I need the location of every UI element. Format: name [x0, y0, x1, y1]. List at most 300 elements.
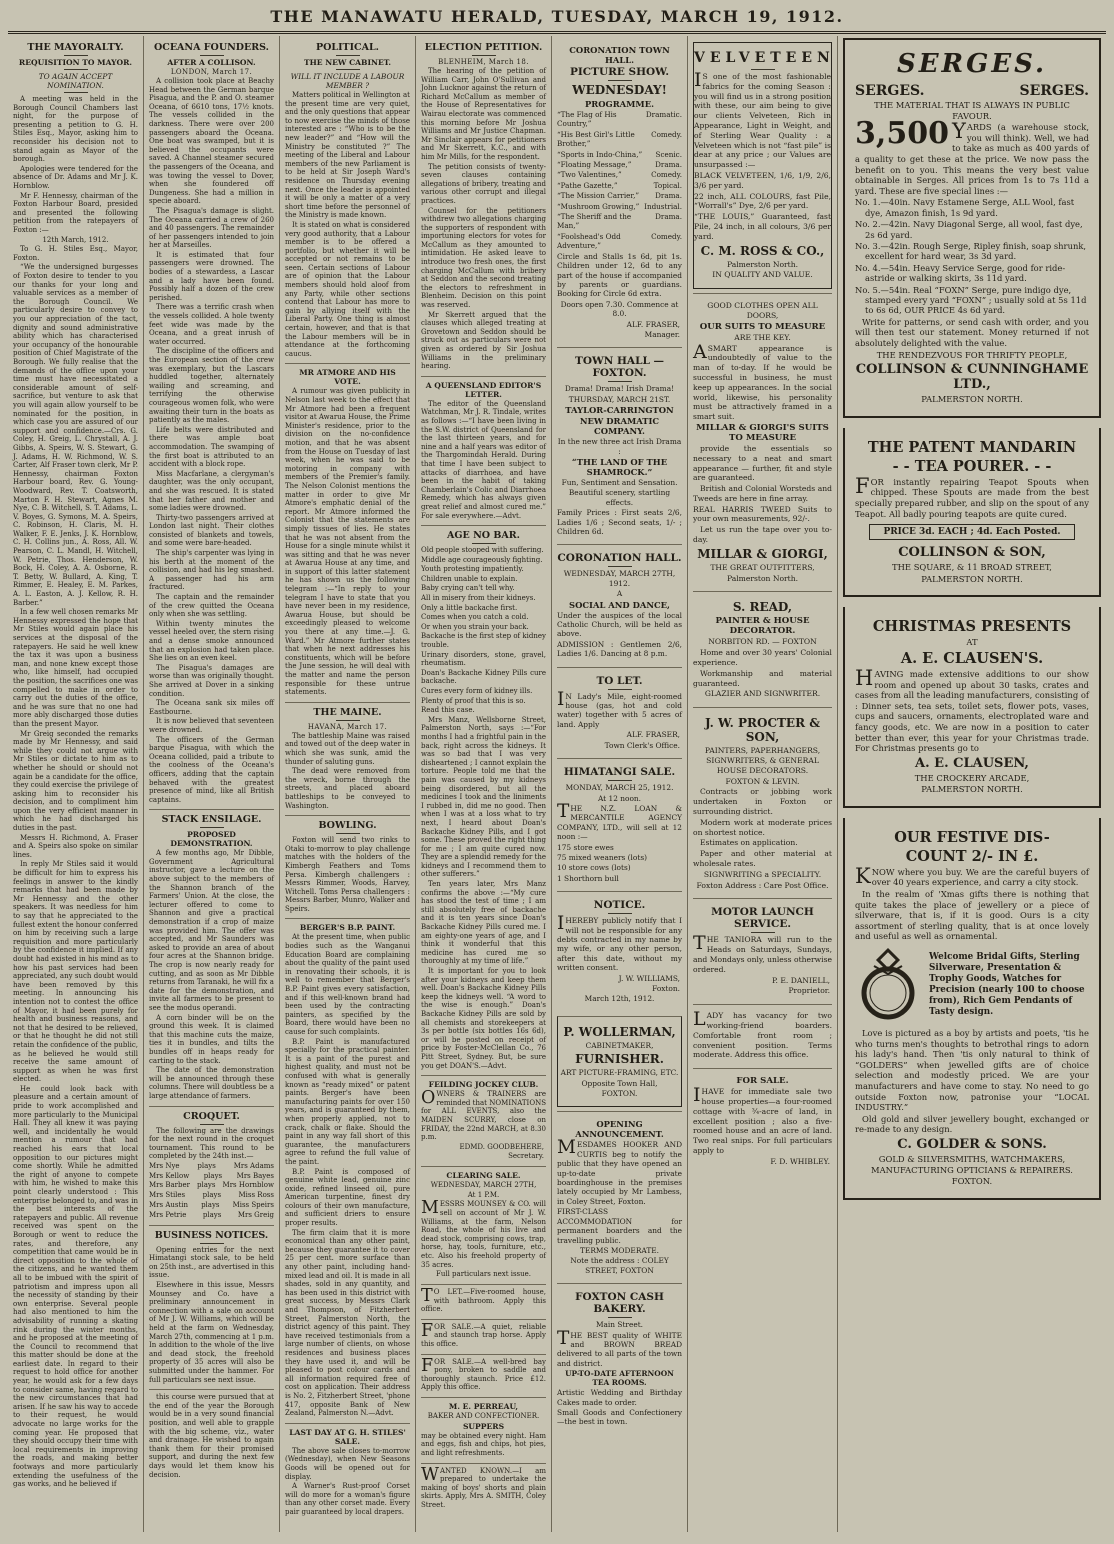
opening-announcement-pc-4: Note the address : COLEY STREET, FOXTON — [570, 1256, 669, 1275]
velveteen-pd-2: IS one of the most fashionable fabrics for the coming Season : you will find us in a strong position with these, our aim being to give our clients Velveteen, Rich in Appearance, Light in Weight, and of Sterling Wear Quality : a Velveteen which is not “fast pile” is dear at any price ; our Values are unsurpassed :— — [694, 69, 831, 170]
business-notices-h1-0: BUSINESS NOTICES. — [149, 1230, 274, 1244]
picture-show-row-5 — [557, 130, 682, 149]
serges-row-1 — [855, 83, 1089, 99]
article-tea-pourer — [843, 428, 1101, 598]
the-mayoralty-p-5: A meeting was held in the Borough Council Chambers last night, for the purpose of presenting a petition to G. H. Stiles Esq., Mayor, asking him to reconsider his decision not to stand again as Mayor of the borough. — [13, 95, 138, 164]
foxton-cash-bakery-pd-2: THE BEST quality of WHITE and BROWN BREAD delivered to all parts of the town and district. — [557, 1327, 682, 1368]
row-right: Comedy. — [651, 231, 682, 241]
festive-discount-pc-9: FOXTON. — [951, 1176, 993, 1187]
millar-giorgi-h2-1: OUR SUITS TO MEASURE — [699, 321, 826, 332]
town-hall-drama-h2-3: TAYLOR-CARRINGTON — [565, 405, 674, 416]
row-left: “Floating Message,” — [557, 160, 632, 170]
article-millar-giorgi — [693, 293, 832, 591]
divider-rule — [64, 69, 88, 70]
wollerman-pc-3: ART PICTURE-FRAMING, ETC. — [560, 1068, 679, 1078]
age-no-bar-p-16: Mrs Manz, Wellsborne Street, Palmerston North, says :—“For months I had a frightful pain in the back, right across the kidneys. It was so bad that I was very disheartened ; I cannot explain the torture. People told me that the pain was caused by my kidneys being disordered, but all the medicines I took and the liniments I rubbed in, did me no good. Then when I was at a loss what to try next, I heard about Doan's Backache Kidney Pills, and I got some. These proved the right thing for me ; I am quite cured now. They are a splendid remedy for the kidneys and I recommend them to other sufferers.” — [421, 715, 547, 879]
divider-rule — [64, 92, 88, 93]
row-left: Mrs Nye — [149, 1161, 180, 1170]
age-no-bar-p0-7: Only a little backache first. — [421, 603, 518, 612]
social-and-dance-pc-2: A — [616, 589, 623, 599]
procter-son-pc-8: Foxton Address : Care Post Office. — [696, 880, 829, 890]
picture-show-row-10 — [557, 191, 682, 200]
festive-discount-big-7: C. GOLDER & SONS. — [897, 1136, 1047, 1152]
feilding-jockey-club-pr-3: Secretary. — [508, 1152, 544, 1161]
oceana-founders-p-4: The Pisagua's damage is slight. The Oceana carried a crew of 260 and 40 passengers. The remainder of her passengers intended to join her at Marseilles. — [149, 206, 274, 250]
oceana-founders-p-16: It is now believed that seventeen were drowned. — [149, 717, 274, 734]
age-no-bar-p0-3: Youth protesting impatiently. — [421, 565, 524, 574]
article-stack-ensilage — [149, 809, 274, 1105]
row-left: “Mushroom Growing,” — [557, 201, 640, 211]
age-no-bar-p0-5: Baby crying can't tell why. — [421, 584, 515, 593]
opening-announcement-p0-2: FIRST-CLASS ACCOMMODATION for permanent boarders and the travelling public. — [557, 1207, 682, 1245]
picture-show-pr-17: Manager. — [644, 329, 680, 339]
procter-son-pc-7: SIGNWRITING a SPECIALITY. — [703, 869, 822, 879]
opening-announcement-pd-1: MESDAMES HOOKER AND CURTIS beg to notify the public that they have opened an up-to-date private boardinghouse in the premises lately occupied by Mr Lambess, in Coley Street, Foxton. — [557, 1137, 682, 1206]
tea-pourer-h1-1: - - TEA POURER. - - — [892, 457, 1052, 475]
mr-atmore-and-his-vote-h2-0: MR ATMORE AND HIS VOTE. — [299, 368, 396, 387]
political-h1-0: POLITICAL. — [285, 42, 410, 56]
article-to-let-ladys-mile — [557, 667, 682, 758]
article-for-sale-whibley — [693, 1068, 832, 1174]
the-mayoralty-p-14: In reply Mr Stiles said it would be difficult for him to express his feelings in answer to the kindly remarks that had been made by Mr Hennessy and the other speakers. It was needless for him to say that he appreciated to the fullest extent the honour conferred on him by receiving such a large requisition and more particularly by the confidence it implied. If any doubt had existed in his mind as to how his past services had been appreciated, any such doubt would have been removed by this meeting. In announcing his intention not to contest the office of Mayor, it had been purely for health and business reasons, and not that he desired to be relieved, or that he thought he did not still retain the confidence of the public, as he believed he would still receive the same amount of support as when he was first elected. — [13, 860, 138, 1084]
article-mr-atmore-and-his-vote — [285, 363, 410, 701]
article-clearing-sale — [421, 1166, 546, 1284]
article-for-sale-horse — [421, 1319, 546, 1354]
row-right: Mrs Greig — [237, 1210, 274, 1219]
oceana-founders-p-9: Miss Macfarlane, a clergyman's daughter, was the only occupant, and she was rescued. It is stated that her father and mother and some ladies were drowned. — [149, 469, 274, 513]
article-election-petition — [421, 38, 546, 376]
millar-giorgi-pc-2: ARE THE KEY. — [734, 332, 791, 342]
age-no-bar-p0-6: All in misery from their kidneys. — [421, 594, 536, 603]
oceana-founders-p-6: There was a terrific crash when the vessels collided. A hole twenty feet wide was made by the Oceana, and a great inrush of water occurred. — [149, 303, 274, 346]
mr-atmore-and-his-vote-p-1: A rumour was given publicity in Nelson last week to the effect that Mr Atmore had been a frequent visitor at Awarua House, the Prime Minister's residence, prior to the division on the no-confidence motion, and that he was absent from the House on Tuesday of last week, when he was said to be motoring in company with members of the Premier's family. The Nelson Colonist mentions the matter in order to give Mr Atmore's emphatic denial of the report. Mr Atmore informed the Colonist that the statements are simply tissues of lies. He states that he was not absent from the House for a single minute whilst it was sitting and that he was never at Awarua House at any time, and in support of this latter statement he has shown us the following telegram :—“In reply to your telegram I have to state that you have never been in my residence, Awarua House, but should be exceedingly pleased to welcome you there at any time.—J. G. Ward.” Mr Atmore further states that when he next addresses his constituents, which will be before the June session, he will deal with the matter and name the person responsible for these untrue statements. — [285, 387, 410, 697]
perreau-suppers-h2-2: SUPPERS — [462, 1421, 505, 1431]
row-left: “Foolshead's Odd Adventure,” — [557, 231, 621, 251]
foxton-cash-bakery-pc-1: Main Street. — [595, 1320, 644, 1330]
wollerman-pc-1: CABINETMAKER, — [585, 1040, 654, 1050]
row-left: Mrs Barber — [149, 1181, 190, 1190]
row-right: Industrial. — [644, 201, 682, 211]
feilding-jockey-club-pd-1: OWNERS & TRAINERS are reminded that NOMINATIONS for ALL EVENTS, also the MAIDEN SCURRY, close on FRIDAY, the 22nd MARCH, at 8.30 p.m. — [421, 1088, 546, 1142]
velveteen-big-6: C. M. ROSS & CO., — [700, 243, 825, 258]
picture-show-row-9 — [557, 181, 682, 190]
stack-ensilage-p-2: A few months ago, Mr Dibble, Government Agricultural instructor, gave a lecture on the above subject to the members of the Shannon branch of the Farmers' Union. At the close, the lecturer offered to come to Shannon and give a practical demonstration if a crop of maize was provided him. The offer was accepted, and Mr Saunders was asked to provide an area of about four acres at the Shannon bridge. The crop is now nearly ready for cutting, and as soon as Mr Dibble returns from Taranaki, he will fix a date for the demonstration, and invite all farmers to be present to see the modus operandi. — [149, 849, 274, 1012]
age-no-bar-p0-14: Plenty of proof that this is so. — [421, 696, 526, 705]
oceana-founders-dl-2: LONDON, March 17. — [170, 68, 253, 76]
column-6 — [688, 36, 838, 1532]
festive-discount-p-3: In the realm of 'Xmas gifts there is nothing that quite takes the place of jewellery or a piece of silverware, that is, if it is good. Ours is a city assortment of sterling quality, that is at once lovely and useful as well as ornamental. — [855, 889, 1089, 942]
the-mayoralty-h2-1: REQUISITION TO MAYOR. — [18, 58, 133, 67]
clearing-sale-pc-4: Full particulars next issue. — [435, 1270, 532, 1279]
festive-discount-pd-2: KNOW where you buy. We are the careful buyers of over 40 years experience, and carry a city stock. — [855, 863, 1089, 888]
procter-son-p-3: Contracts or jobbing work undertaken in Foxton or surrounding district. — [693, 787, 832, 817]
velveteen-p0-5: “THE LOUIS,” Guaranteed, fast Pile, 24 inch, in all colours, 3/6 per yard. — [694, 212, 831, 241]
perreau-suppers-h2-0: M. E. PERREAU, — [448, 1401, 519, 1411]
row-left: “Two Valentines,” — [557, 170, 622, 180]
social-and-dance-p0-4: Under the auspices of the local Catholic Church, will be held as above. — [557, 610, 682, 639]
wollerman-big-0: P. WOLLERM​AN, — [563, 1024, 676, 1039]
ring-caption: Welcome Bridal Gifts, Sterling Silverware, Presentation & Trophy Goods, Watches for Precision (nearly 100 to choose from), Rich Gem Pendants of Tasty design. — [929, 952, 1085, 1018]
article-town-hall-drama — [557, 347, 682, 544]
article-opening-announcement — [557, 1111, 682, 1283]
article-picture-show — [557, 38, 682, 347]
election-petition-p-2: The hearing of the petition of William Carr, John O'Sullivan and John Lucknor against the return of Richard McCallum as member of the House of Representatives for Wairau electorate was commenced this morning before Mr Joshua Williams and Mr Justice Chapman. Mr Sinclair appears for petitioners and Mr Skerrett, K.C., and with him Mr Mills, for the respondent. — [421, 67, 546, 161]
tea-pourer-big-4: COLLINSON & SON, — [898, 545, 1046, 561]
row-right: Drama. — [655, 160, 682, 170]
serges-pd-3: 3,500 YARDS (a warehouse stock, you will think). Well, we had to take as much as 400 yards of a quality to get these at the price. We now pass the benefit on to you. This means the very best value obtainable in Serges. All prices from 1s to 7s 11d a yard. These are five special lines :— — [855, 116, 1089, 196]
bergers-bp-paint-p-1: At the present time, when public bodies such as the Wanganui Education Board are complaining about the quality of the paint used in renovating their schools, it is well to remember that Berger's B.P. Paint gives every satisfaction, and if this well-known brand had been used by the contracting painters, as specified by the Board, there would have been no cause for such complaints. — [285, 933, 410, 1036]
row-right: Drama. — [655, 212, 682, 222]
oceana-founders-p-11: The ship's carpenter was lying in his berth at the moment of the collision, and had his leg smashed. A passenger had his arm fractured. — [149, 549, 274, 592]
millar-giorgi-pc-11: Palmerston North. — [726, 573, 799, 583]
christmas-presents-big-4: A. E. CLAUSEN, — [915, 755, 1029, 771]
article-the-mayoralty — [13, 38, 138, 1494]
notice-williams-pd-1: IHEREBY publicly notify that I will not be responsible for any debts contracted in my name by my wife, or any other person, after this date, without my written consent. — [557, 913, 682, 973]
opening-announcement-pc-3: TERMS MODERATE. — [580, 1245, 659, 1255]
to-let-ladys-mile-pr-3: Town Clerk's Office. — [604, 740, 680, 750]
article-festive-discount — [843, 818, 1101, 1200]
for-sale-whibley-pr-2: F. D. WHIBLEY. — [770, 1156, 830, 1166]
christmas-presents-pc-6: PALMERSTON NORTH. — [921, 784, 1023, 795]
election-petition-p-5: Mr Skerrett argued that the clauses which alleged treating at Grovetown and Seddon should be struck out as particulars were not given as ordered by Sir Joshua Williams in the preliminary hearing. — [421, 310, 546, 371]
oceana-founders-p-8: Life belts were distributed and there was ample boat accommodation. The swamping of the first boat is attributed to an accident with a block rope. — [149, 425, 274, 469]
row-middle: plays — [202, 1191, 222, 1200]
oceana-founders-p-13: Within twenty minutes the vessel heeled over, the stern rising and a dense smoke announced that an explosion had taken place. She lies on an even keel. — [149, 619, 274, 663]
serges-pc-10: THE RENDEZVOUS FOR THRIFTY PEOPLE, — [876, 349, 1068, 360]
feilding-jockey-club-h2-0: FEILDING JOCKEY CLUB. — [428, 1080, 539, 1090]
bergers-bp-paint-h2-0: BERGER'S B.P. PAINT. — [299, 923, 396, 933]
christmas-presents-pc-1: AT — [966, 637, 978, 648]
the-maine-p-3: The dead were removed from the wreck, borne through the streets, and placed aboard battleships to be conveyed to Washington. — [285, 767, 410, 810]
foxton-cash-bakery-pcb-3: UP-TO-DATE AFTERNOON TEA ROOMS. — [565, 1369, 674, 1388]
himatangi-sale-pl-5: 75 mixed weaners (lots) — [557, 852, 648, 862]
the-mayoralty-pc-8: 12th March, 1912. — [42, 235, 109, 244]
town-hall-drama-h2-4: NEW DRAMATIC COMPANY. — [579, 416, 660, 437]
millar-giorgi-p0-7: REAL HARRIS TWEED Suits to your own measurements, 92/-. — [693, 504, 832, 524]
town-hall-drama-pc-1: Drama! Drama! Irish Drama! — [564, 384, 675, 394]
article-the-maine — [285, 702, 410, 815]
row-left: Mrs Stiles — [149, 1191, 186, 1200]
picture-show-row-6 — [557, 150, 682, 159]
column-1 — [8, 36, 144, 1532]
s-read-pc-5: GLAZIER AND SIGNWRITER. — [704, 689, 821, 699]
stiles-sale-p-1: The above sale closes to-morrow (Wednesday), when New Seasons Goods will be opened out for display. — [285, 1446, 410, 1481]
row-right: Scenic. — [655, 149, 682, 159]
picture-show-p0-14: Circle and Stalls 1s 6d, pit 1s. Children under 12, 6d to any part of the house if accompanied by parents or guardians. Booking for Circle 6d extra. — [557, 251, 682, 299]
the-mayoralty-p-9: To G. H. Stiles Esq., Mayor, Foxton. — [13, 245, 138, 262]
article-social-and-dance — [557, 544, 682, 666]
age-no-bar-p0-1: Old people stooped with suffering. — [421, 546, 544, 555]
column-3 — [280, 36, 416, 1532]
row-left: “His Best Girl's Little Brother,” — [557, 129, 635, 149]
for-sale-pony-pd-0: FOR SALE.—A well-bred bay pony, broken to saddle and thoroughly staunch. Price £12. Apply this office. — [421, 1355, 546, 1392]
velveteen-pc-8: IN QUALITY AND VALUE. — [712, 270, 813, 280]
to-let-ladys-mile-pd-1: IN Lady's Mile, eight-roomed house (gas, hot and cold water) together with 5 acres of land. Apply — [557, 688, 682, 729]
row-left: “The Sheriff and the Man,” — [557, 212, 632, 231]
foxton-cash-bakery-h1-0: FOXTON CASH BAKERY. — [557, 1291, 682, 1318]
the-mayoralty-p-10: “We the undersigned burgesses of Foxton desire to tender to you our thanks for your long and valuable services as a member of the Borough Council. We particularly desire to convey to you our appreciation of the tact, dignity and sound administrative ability which has characterised your occupancy of the honourable position of Chief Magistrate of the Borough. We fully realise that the demands of the office upon your time must have necessitated a considerable amount of self-sacrifice, but venture to ask that you will again allow yourself to be nominated for the position, in which case you are assured of our support and confidence.—Crs. G. Coley, H. Greig, L. Chrystall, A. J. Gibbs, A. Speirs, W. S. Stewart, G. J. Adams, H. W. Richmond, W. S. Carter, Alf Fraser town clerk, Mr P. Hennessy, chairman Foxton Harbour board, Rev. G. Young-Woodward, Rev. T. Coatsworth, Marton F. H. Stewart, Agnes M. Nye, C. B. Witchell, S. T. Adams, L. V. Boyes, G. Symons, M. A. Speirs, C. Robinson, H. Claris, M. H. Walker, F. E. Jenks, J. K. Hornblow, C. H. Collins jun., A. Ross, All. W. Pearson, C. L. Mandl, H. Witchell, W. Petrie, Thos. Henderson, W. Bock, H. Coley, A. A. Osborne, R. T. Betty, W. Bullard, A. King, T. Rimmer, E. Healey, E. M. Parkes, A. L. Easton, A. J. Kellow, R. H. Barber.” — [13, 263, 138, 607]
himatangi-sale-pl-6: 10 store cows (lots) — [557, 863, 631, 873]
himatangi-sale-pl-4: 175 store ewes — [557, 842, 614, 852]
velveteen-pc-7: Palmerston North. — [726, 259, 799, 269]
article-political — [285, 38, 410, 363]
picture-show-big-2: WEDNESDAY! — [572, 83, 667, 97]
the-mayoralty-p-6: Apologies were tendered for the absence of Dr. Adams and Mr J. K. Hornblow. — [13, 164, 138, 190]
article-wanted-known — [421, 1463, 546, 1515]
wollerman-pc-5: FOXTON. — [601, 1089, 638, 1099]
procter-son-p-5: Estimates on application. — [700, 838, 798, 848]
election-petition-dl-1: BLENHEIM, March 18. — [438, 58, 529, 66]
age-no-bar-p0-15: Read this case. — [421, 706, 475, 715]
election-petition-h1-0: ELECTION PETITION. — [421, 42, 546, 56]
procter-son-p-4: Modern work at moderate prices on shortest notice. — [693, 817, 832, 837]
s-read-big-0: S. READ, — [732, 600, 793, 615]
article-perreau-suppers — [421, 1397, 546, 1463]
oceana-founders-p-14: The Pisagua's damages are worse than was originally thought. She arrived at Dover in a sinking condition. — [149, 663, 274, 698]
business-notices-p-1: Opening entries for the next Himatangi stock sale, to be held on 25th inst., are advertised in this issue. — [149, 1245, 274, 1280]
political-p-5: It is stated on what is considered very good authority, that a Labour member is to be offered a portfolio, but whether it will be accepted or not remains to be seen. Certain sections of Labour are of opinion that the Labour members should hold aloof from any Party, while other sections contend that Labour has more to gain by allying itself with the Liberal Party. One thing is almost certain, however, and that is that the Labour members will be in attendance at the forthcoming caucus. — [285, 220, 410, 358]
the-mayoralty-p-15: He could look back with pleasure and a certain amount of pride to work accomplished and more particularly to the Municipal Hall. They all knew it was paying well, and incidentally he would mention a rumour that had reached his ears that local opposition to our pictures might come shortly. While he admitted the right of anyone to compete with him, he wished to make this point clearly understood : This enterprise belonged to, and was in the best interests of the ratepayers and public. All revenue received was spent on the Borough or went to reduce the rates, and therefore, any competition that came would be in direct opposition to the whole of the citizens, and he wanted them all to be imbued with the spirit of patriotism and impress upon all the necessity of standing by their own enterprise. Several people had also mentioned to him the advisability of running a skating rink during the winter months, and he proposed at the meeting of the Council to recommend that this matter should be done at the earliest date. In regard to their request to hold office for another year, he would ask for a few days to consider same, having regard to the new circumstances that had arisen. If he saw his way to accede to their request, he would advocate no large works for the coming year. He proposed that they should occupy their time with local requirements in improving the roads, and making better footways and more particularly extending the usefulness of the gas works, and he believed if — [13, 1084, 138, 1489]
picture-show-h2-0: CORONATION TOWN HALL. — [569, 45, 670, 65]
town-hall-drama-p0-9: Family Prices : First seats 2/6, Ladies 1/6 ; Second seats, 1/- ; Children 6d. — [557, 508, 682, 536]
row-left: Mrs Petrie — [149, 1210, 187, 1219]
row-middle: plays — [201, 1201, 220, 1210]
himatangi-sale-pc-1: MONDAY, MARCH 25, 1912. — [565, 783, 674, 793]
article-for-sale-pony — [421, 1354, 546, 1397]
croquet-h1-0: CROQUET. — [149, 1111, 274, 1125]
foxton-cash-bakery-p0-5: Small Goods and Confectionery—the best in town. — [557, 1407, 682, 1427]
oceana-founders-p-10: Thirty-two passengers arrived at London last night. Their clothes consisted of blankets and towels, and some were bare-headed. — [149, 513, 274, 548]
picture-show-h1-1: PICTURE SHOW. — [557, 66, 682, 81]
row-left: “Sports in Indo-China,” — [557, 149, 643, 159]
political-p-4: Matters political in Wellington at the present time are very quiet, and the only questions that appear to now exercise the minds of those interested are : “Who is to be the new leader?” and “How will the Ministry be constituted ?” The meeting of the Liberal and Labour members of the new Parliament is to be held at Sir Joseph Ward's residence on Thursday evening next. Once the leader is appointed it will be only a matter of a very short time before the personnel of the Ministry is made known. — [285, 91, 410, 220]
divider-rule — [751, 69, 775, 70]
serges-pl-7: No. 4.—54in. Heavy Service Serge, good for ride-astride or walking skirts, 3s 11d yard. — [855, 262, 1066, 284]
election-petition-p-3: The petition consists of twenty-seven clauses containing allegations of bribery, treating and various other corrupt and illegal practices. — [421, 162, 546, 205]
stack-ensilage-p-3: A corn binder will be on the ground this week. It is claimed that this machine cuts the maize, ties it in bundles, and tilts the bundles off in heaps ready for carting to the stack. — [149, 1013, 274, 1065]
procter-son-p-6: Paper and other material at wholesale rates. — [693, 849, 832, 869]
serges-sp-0: SERGES. — [896, 49, 1048, 79]
row-right: Miss Speirs — [232, 1201, 274, 1210]
croquet-row-7 — [149, 1211, 274, 1220]
the-mayoralty-p-13: Messrs H. Richmond, A. Fraser and A. Speirs also spoke on similar lines. — [13, 833, 138, 859]
row-middle: plays — [203, 1171, 223, 1180]
motor-launch-service-pr-3: Proprietor. — [788, 986, 830, 996]
s-read-pc-2: NORBITON RD. — FOXTON — [708, 637, 817, 647]
s-read-h2-1: PAINTER & HOUSE DECORATOR. — [715, 616, 810, 637]
the-mayoralty-p-11: In a few well chosen remarks Mr Hennessy expressed the hope that Mr Stiles would again place his services at the disposal of the ratepayers. He said he well knew the tax it was upon a business man, and none knew except those who, like himself, had occupied the position, the sacrifices one was compelled to make in order to carry out the duties of the office, and he was sure that no one had more ably discharged those duties than the present Mayor. — [13, 608, 138, 728]
oceana-founders-p-5: It is estimated that four passengers were drowned. The bodies of a stewardess, a Lascar and a lady have been found. Possibly half a dozen of the crew perished. — [149, 250, 274, 302]
christmas-presents-h1-0: CHRISTMAS PRESENTS — [872, 618, 1072, 636]
article-velveteen — [693, 42, 835, 289]
row-left: SERGES. — [855, 83, 925, 99]
the-maine-p-2: The battleship Maine was raised and towed out of the deep water in which she was sunk, amid the thunder of saluting guns. — [285, 731, 410, 766]
picture-show-row-13 — [557, 232, 682, 251]
notice-williams-pr-2: J. W. WILLIAMS, — [618, 973, 680, 983]
christmas-presents-pc-5: THE CROCKERY ARCADE, — [914, 772, 1030, 783]
perreau-suppers-pc-1: BAKER AND CONFECTIONER. — [427, 1411, 540, 1420]
columns-container — [8, 36, 1106, 1532]
row-right: SERGES. — [1019, 83, 1089, 99]
wedding-ring-icon — [855, 947, 921, 1023]
notice-williams-pc-4: March 12th, 1912. — [584, 994, 655, 1004]
article-foxton-cash-bakery — [557, 1283, 682, 1435]
article-notice-williams — [557, 891, 682, 1012]
serges-pc-2: THE MATERIAL THAT IS ALWAYS IN PUBLIC FAVOUR. — [874, 100, 1070, 121]
millar-giorgi-pd-3: ASMART appearance is undoubtedly of value to the man of to-day. If he would be successful in business, he must keep up appearances. In the social world, likewise, his personality must be attractively framed in a smart suit. — [693, 340, 832, 422]
row-middle: plays — [197, 1161, 216, 1170]
for-sale-whibley-h2-0: FOR SALE. — [736, 1076, 789, 1087]
oceana-founders-p-7: The discipline of the officers and the European section of the crew was exemplary, but the Lascars huddled together, alternately wailing and screaming, and terrifying the otherwise courageous women folk, who were awaiting their turn in the boats as patiently as the males. — [149, 347, 274, 425]
age-no-bar-p0-2: Middle age courageously fighting. — [421, 555, 543, 564]
article-oceana-founders — [149, 38, 274, 809]
political-h3-3: WILL IT INCLUDE A LABOUR MEMBER ? — [290, 72, 405, 90]
himatangi-sale-h1-0: HIMATANGI SALE. — [557, 766, 682, 781]
column-4 — [416, 36, 552, 1532]
foxton-cash-bakery-p0-4: Artistic Wedding and Birthday Cakes made to order. — [557, 1388, 682, 1407]
velveteen-p0-3: BLACK VELVETEEN, 1/6, 1/9, 2/6, 3/6 per yard. — [694, 170, 831, 190]
town-hall-drama-pc-8: Beautiful scenery, startling effects. — [568, 488, 671, 507]
column-2 — [144, 36, 280, 1532]
article-feilding-jockey-club — [421, 1075, 546, 1166]
festive-discount-p-5: Love is pictured as a boy by artists and poets, 'tis he who turns men's thoughts to betrothal rings to adorn his lady's hand. Then 'tis only natural to think of “GOLDERS” when jewelled gifts are of choice selection and modestly priced. We are your manufacturers and have come to stay. No need to go outside Foxton now, patronise your “LOCAL INDUSTRY.” — [855, 1028, 1089, 1113]
town-hall-drama-h2-6: “THE LAND OF THE SHAMROCK.” — [571, 456, 668, 477]
article-procter-son — [693, 707, 832, 898]
opening-announcement-h2-0: OPENING ANNOUNCEMENT. — [575, 1119, 664, 1140]
election-petition-p-4: Counsel for the petitioners withdrew two allegations charging the supporters of respondent with importuning electors for votes for McCallum as they amounted to intimidation. He asked leave to introduce two fresh ones, the first charging McCallum with bribery at Seddon and the second treating the electors to refreshment in Blenheim. Decision on this point was reserved. — [421, 206, 546, 310]
velveteen-sp-0: VELVETEEN — [694, 50, 835, 66]
notice-williams-h1-0: NOTICE. — [557, 899, 682, 914]
himatangi-sale-pd-3: THE N.Z. LOAN & MERCANTILE AGENCY COMPANY, LTD., will sell at 12 noon :— — [557, 800, 682, 842]
serges-pl-4: No. 1.—40in. Navy Estamene Serge, ALL Wool, fast dye, Amazon finish, 1s 9d yard. — [855, 197, 1075, 218]
column-7 — [838, 36, 1106, 1532]
age-no-bar-p-18: It is important for you to look after your kidneys and keep them well. Doan's Backache Kidney Pills keep the kidneys well. “A word to the wise is enough.” Doan's Backache Kidney Pills are sold by all chemists and storekeepers at 3s per bottle (six bottles 16s 6d), or will be posted on receipt of price by Foster-McClellan Co., 76 Pitt Street, Sydney. But, be sure you get DOAN'S.—Advt. — [421, 967, 546, 1070]
croquet-row-2 — [149, 1162, 274, 1171]
row-right: Dramatic. — [645, 110, 682, 119]
article-christmas-presents — [843, 607, 1101, 808]
article-bergers-bp-paint — [285, 918, 410, 1422]
article-business-notices — [149, 1225, 274, 1390]
the-maine-dl-1: HAVANA, March 17. — [307, 722, 388, 731]
millar-giorgi-pc-10: THE GREAT OUTFITTERS, — [710, 562, 815, 572]
stack-ensilage-h1-0: STACK ENSILAGE. — [149, 814, 274, 828]
himatangi-sale-pl-7: 1 Shorthorn bull — [557, 873, 619, 883]
divider-rule — [336, 69, 360, 70]
article-to-let-house — [421, 1284, 546, 1319]
row-left: “The Mission Carrier,” — [557, 191, 640, 201]
himatangi-sale-pc-2: At 12 noon. — [597, 793, 642, 803]
social-and-dance-pc-1: WEDNESDAY, MARCH 27TH, 1912. — [563, 569, 676, 588]
croquet-row-5 — [149, 1191, 274, 1200]
oceana-founders-p-17: The officers of the German barque Pisagua, with which the Oceana collided, paid a tribute to the coolness of the Oceana's officers, adding that the captain behaved with the greatest presence of mind, like all British captains. — [149, 735, 274, 804]
serges-pl-6: No. 3.—42in. Rough Serge, Ripley finish, soap shrunk, excellent for hard wear, 3s 3d yard. — [855, 240, 1087, 262]
velveteen-p0-4: 22 inch, ALL COLOURS, fast Pile, “Worrall's” Dye, 2/6 per yard. — [694, 191, 831, 211]
social-and-dance-h2-3: SOCIAL AND DANCE, — [569, 599, 670, 610]
christmas-presents-h1-2: A. E. CLAUSEN'S. — [900, 649, 1044, 667]
the-mayoralty-h3-3: TO AGAIN ACCEPT NOMINATION. — [38, 72, 113, 90]
serges-pl-8: No. 5.—54in. Real “FOXN” Serge, pure indigo dye, stamped every yard “FOXN” ; usually sold at 5s 11d to 6s 6d, OUR PRICE 4s 6d yard. — [855, 284, 1087, 316]
wollerman-pc-4: Opposite Town Hall, — [581, 1078, 658, 1088]
row-left: “Pathe Gazette,” — [557, 180, 618, 190]
row-right: Miss Ross — [238, 1191, 274, 1200]
row-left: Mrs Austin — [149, 1201, 189, 1210]
article-himatangi-sale — [557, 758, 682, 891]
age-no-bar-p0-10: Backache is the first step of kidney trouble. — [421, 632, 546, 650]
tea-pourer-h1-0: THE PATENT MANDARIN — [867, 438, 1077, 456]
town-hall-drama-pc-7: Fun, Sentiment and Sensation. — [561, 477, 678, 487]
millar-giorgi-pc-0: GOOD CLOTHES OPEN ALL DOORS, — [707, 301, 818, 320]
serges-pl-5: No. 2.—42in. Navy Diagonal Serge, all wool, fast dye, 2s 6d yard. — [855, 219, 1083, 240]
stiles-sale-p-2: A Warner's Rust-proof Corset will do more for a woman's figure than any other corset made. Every pair guaranteed by local drapers. — [285, 1482, 410, 1516]
for-sale-whibley-pd-1: IHAVE for immediate sale two house properties—a four-roomed cottage with ¾-acre of land, in excellent position ; also a five-roomed house and an acre of land. Two real snips. For full particulars apply to — [693, 1084, 832, 1155]
festive-discount-h1-1: COUNT 2/- IN £. — [905, 847, 1039, 865]
age-no-bar-p0-8: Comes when you catch a cold. — [421, 613, 529, 622]
row-right: Mrs Hornblow — [222, 1181, 274, 1190]
the-maine-h1-0: THE MAINE. — [285, 707, 410, 721]
queensland-editors-letter-p-1: The editor of the Queensland Watchman, Mr J. R. Tindale, writes as follows :—“I have been living in the S.W. district of Queensland for the last thirteen years, and for nine and a half years was editor of the Thargomindah Herald. During that time I have been subject to attacks of diarrhoea, and have been in the habit of taking Chamberlain's Colic and Diarrhoea Remedy, which has always given great relief and almost cured me.” For sale everywhere.—Advt. — [421, 399, 546, 520]
christmas-presents-pd-3: HAVING made extensive additions to our show room and opened up about 30 tasks, crates and cases from all the leading manufacturers, consisting of : Dinner sets, tea sets, toilet sets, flower pots, vases, cups and saucers, ornaments, electroplated ware and fancy goods, etc. We are now in a position to cater better than ever, this year for your Christmas trade. For Christmas presents go to — [855, 665, 1089, 754]
age-no-bar-p0-4: Children unable to explain. — [421, 574, 518, 583]
business-notices-p-2: Elsewhere in this issue, Messrs Mounsey and Co. have a preliminary announcement in connection with a sale on account of Mr J. W. Williams, which will be held at the farm on Wednesday, March 27th, commencing at 1 p.m. In addition to the whole of the live and dead stock, the freehold property of 35 acres will also be submitted under the hammer. For full particulars see next issue. — [149, 1281, 274, 1384]
wollerman-big-2: FURNISHER. — [575, 1052, 664, 1067]
age-no-bar-p0-11: Urinary disorders, stone, gravel, rheumatism. — [421, 650, 546, 668]
mayoralty-continued-p-0: this course were pursued that at the end of the year the Borough would be in a very sound financial position, and well able to grapple with the big scheme, viz., water and drainage. He wished to again thank them for their promised support, and during the next few days would let them know his decision. — [149, 1393, 274, 1479]
article-s-read — [693, 591, 832, 707]
tea-pourer-pc-5: THE SQUARE, & 11 BROAD STREET, — [892, 562, 1052, 573]
bergers-bp-paint-p-4: The firm claim that it is more economical than any other paint, because they guarantee it to cover 25 per cent. more surface than any other paint, including hand-mixed lead and oil. It is made in all shades, sold in any quantity, and has been used in this district with great success, by Messrs Clark and Thompson, of Fitzherbert Street, Palmerston North, the district agency of this paint. They have received testimonials from a large number of clients, on whose residences and business places they have used it, and will be pleased to post colour cards and all information required free of cost on application. Their address is No. 2, Fitzherbert Street, 'phone 417, opposite Bank of New Zealand, Palmerston N.—Advt. — [285, 1228, 410, 1418]
age-no-bar-p0-12: Doan's Backache Kidney Pills cure backache. — [421, 668, 546, 686]
croquet-row-6 — [149, 1201, 274, 1210]
row-left: “The Flag of His Country,” — [557, 110, 617, 129]
bergers-bp-paint-p-2: B.P. Paint is manufactured specially for the practical painter. It is a paint of the purest and highest quality, and must not be confused with what is generally known as “ready mixed” or patent paints. Berger's have been manufacturing paints for over 150 years, and is guaranteed by them, when properly applied, not to crack, chalk or flake. Should the paint in any way fall short of this guarantee, the manufacturers agree to refund the full value of the paint. — [285, 1037, 410, 1166]
stack-ensilage-p-4: The date of the demonstration will be announced through these columns. There will doubtless be a large attendance of farmers. — [149, 1066, 274, 1100]
lady-vacancy-pd-0: LADY has vacancy for two working-friend boarders. Comfortable front room ; convenient position. Terms moderate. Address this office. — [693, 1008, 832, 1060]
age-no-bar-p0-13: Cures every form of kidney ills. — [421, 687, 533, 695]
notice-williams-pr-3: Foxton. — [652, 984, 680, 993]
town-hall-drama-pc-2: THURSDAY, MARCH 21ST. — [568, 394, 671, 404]
article-lady-vacancy — [693, 1004, 832, 1068]
picture-show-pc-15: Doors open 7.30. Commence at 8.0. — [560, 299, 679, 319]
motor-launch-service-pr-2: P. E. DANIELL, — [771, 975, 830, 985]
oceana-founders-p-15: The Oceana sank six miles off Eastbourne. — [149, 699, 274, 716]
row-right: Comedy. — [651, 129, 682, 139]
croquet-row-4 — [149, 1181, 274, 1190]
picture-show-row-12 — [557, 212, 682, 231]
millar-giorgi-big-9: MILLAR & GIORGI, — [697, 546, 828, 561]
the-mayoralty-h1-0: THE MAYORALTY. — [13, 42, 138, 56]
oceana-founders-p-12: The captain and the remainder of the crew quitted the Oceana only when she was settling. — [149, 593, 274, 619]
for-sale-horse-pd-0: FOR SALE.—A quiet, reliable and staunch trap horse. Apply this office. — [421, 1320, 546, 1348]
masthead-title: THE MANAWATU HERALD, TUESDAY, MARCH 19, 1912. — [8, 4, 1106, 34]
row-middle: plays — [197, 1181, 216, 1190]
article-stiles-sale — [285, 1423, 410, 1522]
s-read-p-3: Home and over 30 years' Colonial experience. — [693, 648, 832, 668]
stack-ensilage-h2-1: PROPOSED DEMONSTRATION. — [170, 830, 253, 849]
display-figure: 3,500 — [855, 116, 949, 152]
tea-pourer-bx-3: PRICE 3d. EACH ; 4d. Each Posted. — [869, 524, 1075, 540]
oceana-founders-h1-0: OCEANA FOUNDERS. — [149, 42, 274, 56]
procter-son-pc-2: FOXTON & LEVIN. — [725, 776, 800, 786]
column-5 — [552, 36, 688, 1532]
serges-pc-12: PALMERSTON NORTH. — [921, 394, 1023, 405]
to-let-ladys-mile-pr-2: ALF. FRASER, — [626, 730, 680, 740]
procter-son-big-0: J. W. PROCTER & SON, — [704, 716, 821, 745]
article-bowling — [285, 815, 410, 918]
row-right: Mrs Adams — [233, 1161, 274, 1170]
picture-show-h2-3: PROGRAMME. — [584, 99, 654, 109]
bowling-h1-0: BOWLING. — [285, 820, 410, 834]
tea-pourer-pc-6: PALMERSTON NORTH. — [921, 573, 1023, 584]
